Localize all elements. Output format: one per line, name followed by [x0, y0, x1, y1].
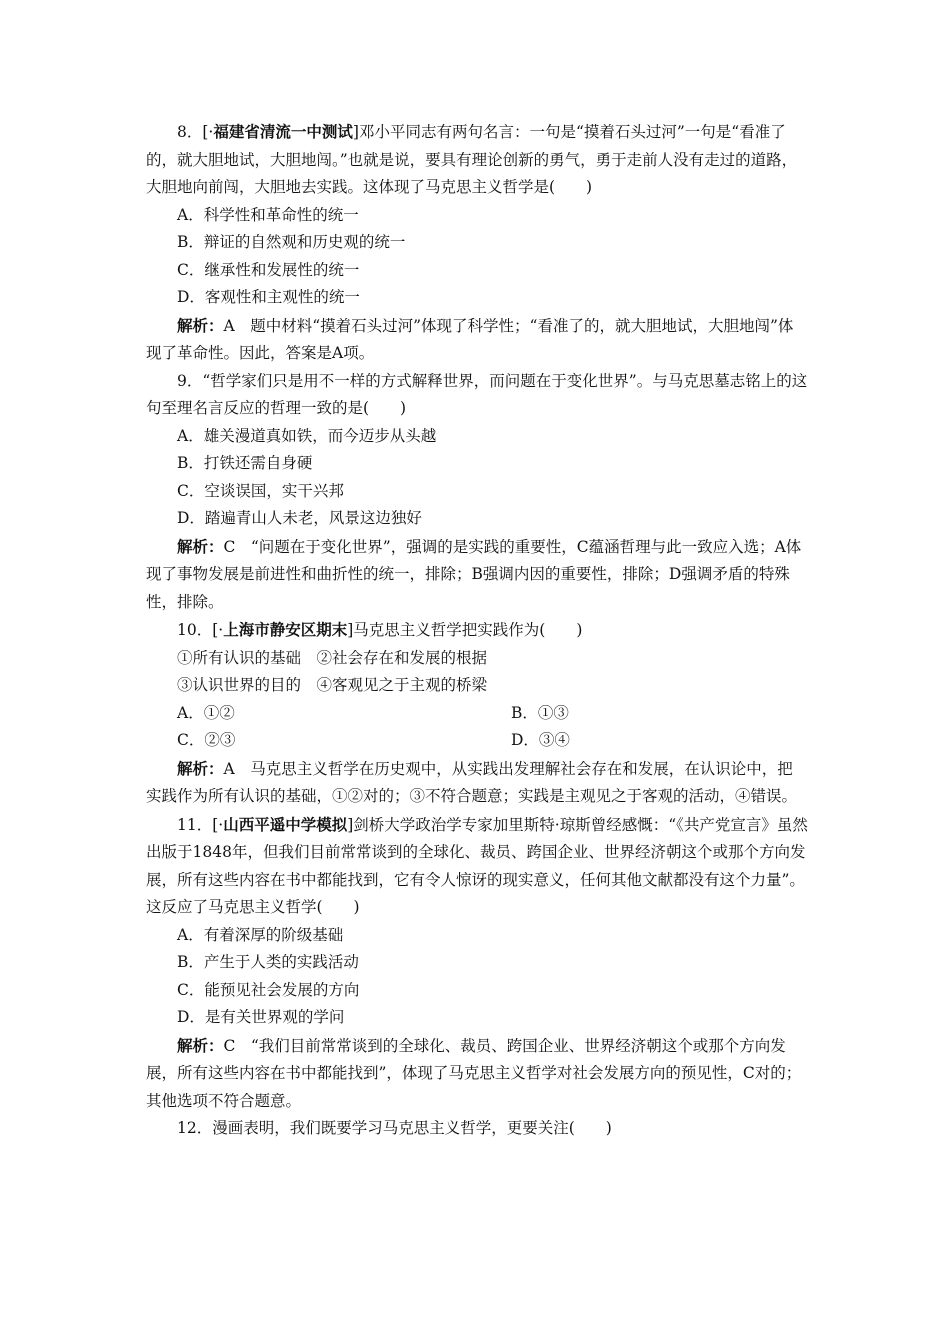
- option-d: D．③④: [511, 731, 570, 749]
- question-10-analysis: [146, 755, 808, 811]
- analysis-label: 解析：: [177, 1035, 224, 1055]
- option-c: C．空谈误国，实干兴邦: [177, 481, 344, 500]
- option-d: D．踏遍青山人未老，风景这边独好: [177, 509, 422, 527]
- question-text: 马克思主义哲学把实践作为( ): [353, 621, 583, 639]
- source-bracket-open: [·: [202, 123, 214, 141]
- option-b: B．①③: [511, 703, 569, 722]
- option-c: C．继承性和发展性的统一: [177, 260, 360, 279]
- question-source: 山西平遥中学模拟: [223, 814, 348, 834]
- question-number: 12．: [177, 1119, 213, 1137]
- question-11-analysis: [146, 1032, 808, 1116]
- option-c: C．②③: [177, 731, 236, 749]
- analysis-text: A 题中材料“摸着石头过河”体现了科学性；“看准了的，就大胆地试，大胆地闯”体现了革命性。因此，答案是A项。: [146, 316, 794, 362]
- statement-row: ①所有认识的基础 ②社会存在和发展的根据: [177, 648, 488, 667]
- question-text: “哲学家们只是用不一样的方式解释世界，而问题在于变化世界”。与马克思墓志铭上的这句至理名言反应的哲理一致的是( ): [146, 371, 808, 417]
- source-bracket-open: [·: [212, 815, 224, 834]
- question-source: 福建省清流一中测试: [213, 122, 353, 141]
- option-a: A．有着深厚的阶级基础: [177, 925, 344, 944]
- analysis-label: 解析：: [177, 536, 224, 556]
- option-b: B．产生于人类的实践活动: [177, 953, 359, 971]
- question-source: 上海市静安区期末: [223, 620, 348, 639]
- option-b: B．辩证的自然观和历史观的统一: [177, 233, 406, 251]
- analysis-text: C “我们目前常常谈到的全球化、裁员、跨国企业、世界经济朝这个或那个方向发展，所有这些内容在书中都能找到”，体现了马克思主义哲学对社会发展方向的预见性，C对的；其他选项不符合题意。: [146, 1036, 802, 1110]
- document-page: [146, 118, 808, 1143]
- question-number: 9．: [177, 371, 203, 390]
- analysis-label: 解析：: [177, 315, 224, 335]
- source-bracket-open: [·: [212, 621, 224, 639]
- question-text: 邓小平同志有两句名言：一句是“摸着石头过河”一句是“看准了的，就大胆地试，大胆地闯。”也就是说，要具有理论创新的勇气，勇于走前人没有走过的道路，大胆地向前闯，大胆地去实践。这体现了马克思主义哲学是( ): [146, 123, 798, 196]
- question-10-stem: [146, 616, 808, 645]
- question-8-stem: [146, 118, 808, 202]
- analysis-label: 解析：: [177, 758, 224, 778]
- statement-row: ③认识世界的目的 ④客观见之于主观的桥梁: [177, 676, 488, 694]
- option-b: B．打铁还需自身硬: [177, 454, 313, 472]
- option-a: A．雄关漫道真如铁，而今迈步从头越: [177, 426, 437, 445]
- analysis-text: C “问题在于变化世界”，强调的是实践的重要性，C蕴涵哲理与此一致应入选；A体现了事物发展是前进性和曲折性的统一，排除；B强调内因的重要性，排除；D强调矛盾的特殊性，排除。: [146, 537, 802, 611]
- option-a: A．①②: [177, 703, 235, 722]
- question-9-stem: [146, 368, 808, 423]
- question-number: 8．: [177, 123, 203, 141]
- question-text: 剑桥大学政治学专家加里斯特·琼斯曾经感慨：“《共产党宣言》虽然出版于1848年，但我们目前常常谈到的全球化、裁员、跨国企业、世界经济朝这个或那个方向发展，所有这些内容在书中都能找到，它有令人惊讶的现实意义，任何其他文献都没有这个力量”。这反应了马克思主义哲学( ): [146, 815, 808, 916]
- source-bracket-close: ]: [352, 123, 359, 141]
- options-row: [146, 700, 808, 728]
- option-d: D．客观性和主观性的统一: [177, 288, 360, 306]
- options-row: [146, 727, 808, 755]
- source-bracket-close: ]: [347, 815, 354, 834]
- question-text: 漫画表明，我们既要学习马克思主义哲学，更要关注( ): [212, 1119, 612, 1137]
- question-8-analysis: [146, 312, 808, 368]
- option-a: A．科学性和革命性的统一: [177, 205, 359, 224]
- analysis-text: A 马克思主义哲学在历史观中，从实践出发理解社会存在和发展，在认识论中，把实践作为所有认识的基础，①②对的；③不符合题意；实践是主观见之于客观的活动，④错误。: [146, 759, 798, 805]
- question-9-analysis: [146, 533, 808, 617]
- question-11-stem: [146, 811, 808, 922]
- question-number: 11．: [177, 815, 213, 834]
- question-12-stem: [146, 1115, 808, 1143]
- source-bracket-close: ]: [347, 621, 354, 639]
- question-number: 10．: [177, 621, 213, 639]
- option-c: C．能预见社会发展的方向: [177, 980, 360, 999]
- option-d: D．是有关世界观的学问: [177, 1008, 345, 1026]
